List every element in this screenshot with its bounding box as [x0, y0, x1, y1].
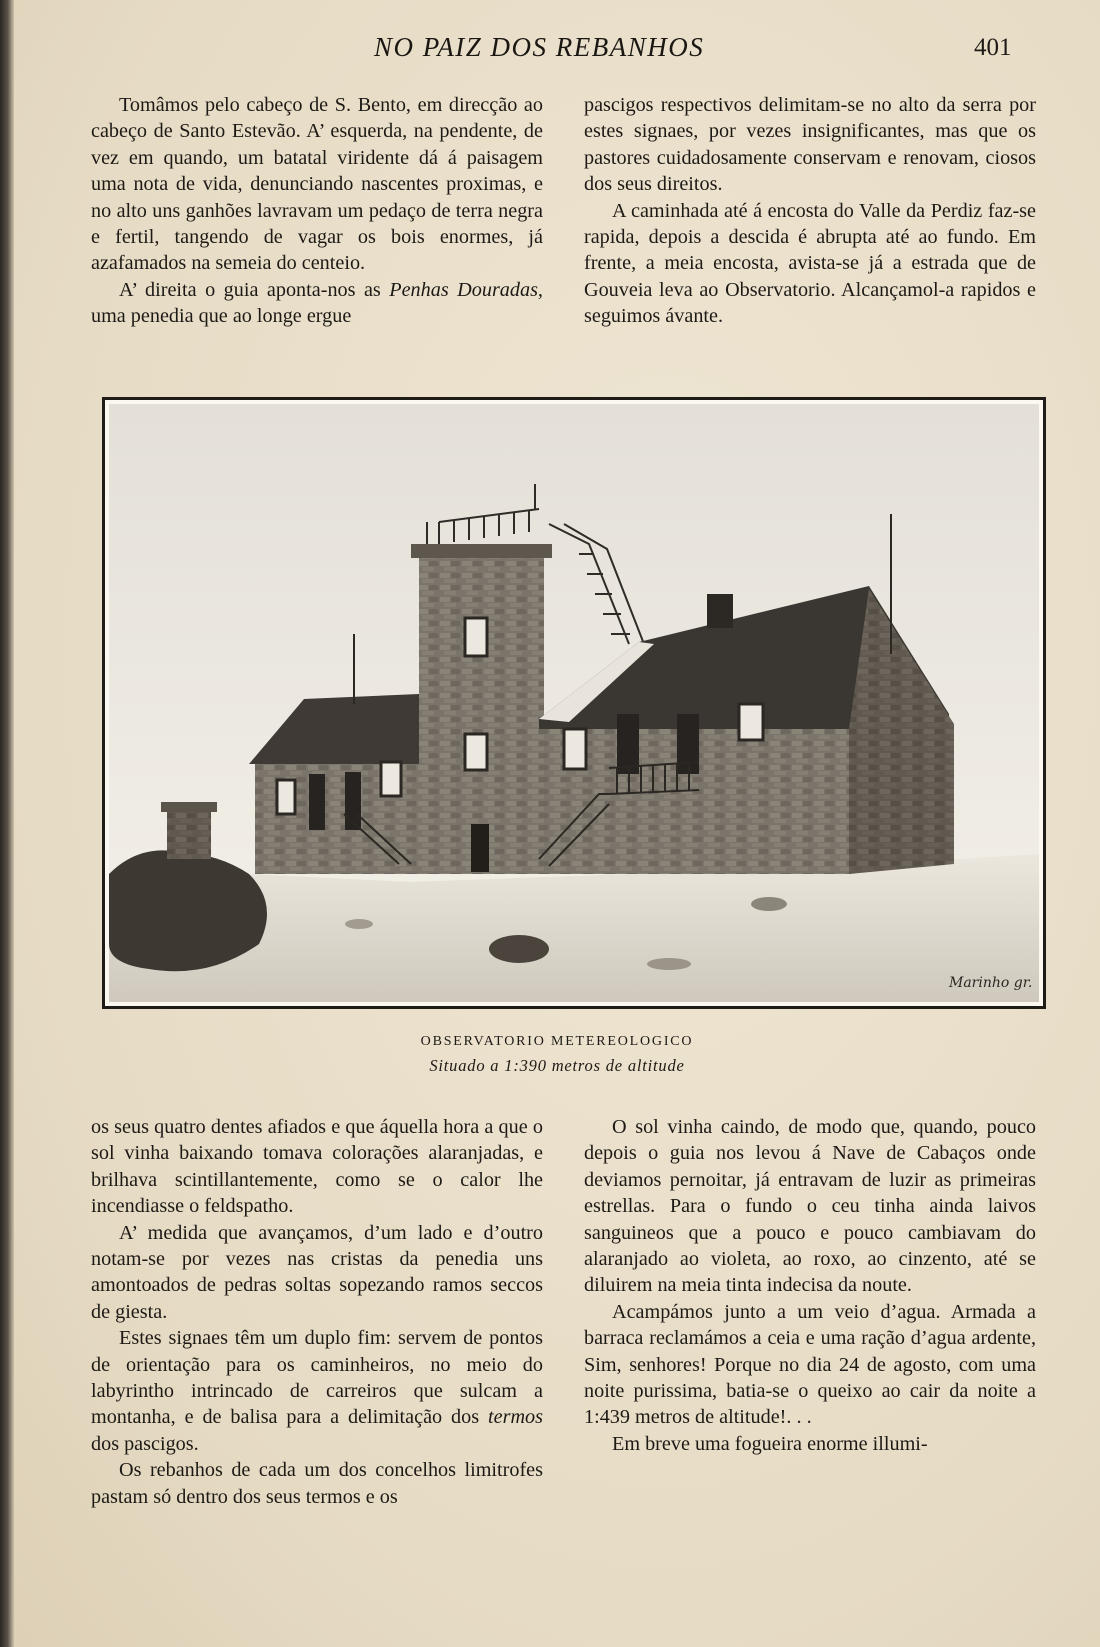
observatory-photograph-frame [102, 397, 1046, 1009]
book-binding-edge [0, 0, 14, 1647]
column-bottom-right [584, 1114, 1036, 1457]
paragraph: Os rebanhos de cada um dos concelhos limitrofes pastam só dentro dos seus termos e os [91, 1459, 543, 1508]
paragraph: A’ medida que avançamos, d’um lado e d’outro notam-se por vezes nas cristas da penedia uns amontoados de pedras soltas sopezando ramos seccos de giesta. [91, 1221, 543, 1323]
paragraph [91, 277, 543, 330]
magazine-page [14, 0, 1100, 1647]
running-title: NO PAIZ DOS REBANHOS [374, 32, 705, 62]
paragraph-continued: pascigos respectivos delimitam-se no alto da serra por estes signaes, por vezes insignificantes, mas que os pastores cuidadosamente conservam e renovam, ciosos dos seus direitos. [584, 94, 1036, 196]
text-run: uma penedia que ao longe ergue [91, 305, 352, 328]
italic-term: termos [488, 1406, 543, 1429]
observatory-photograph [109, 404, 1039, 1002]
column-top-left [91, 92, 543, 330]
page-header [14, 30, 1100, 70]
page-number: 401 [974, 34, 1012, 61]
italic-place-name: Penhas Douradas, [389, 278, 543, 301]
paragraph: Em breve uma fogueira enorme illumi- [612, 1432, 928, 1455]
caption-subtitle: Situado a 1:390 metros de altitude [429, 1056, 685, 1075]
paragraph: Tomâmos pelo cabeço de S. Bento, em direcção ao cabeço de Santo Estevão. A’ esquerda, na pendente, de vez em quando, um batatal viridente dá á paisagem uma nota de vida, denunciando nascentes proximas, e no alto uns ganhões lavravam um pedaço de terra negra e fertil, tangendo de vagar os bois enormes, já azafamados na semeia do centeio. [91, 94, 543, 275]
caption-title: OBSERVATORIO METEREOLOGICO [420, 1034, 694, 1049]
paragraph: A caminhada até á encosta do Valle da Perdiz faz-se rapida, depois a descida é abrupta até ao fundo. Em frente, a meia encosta, avista-se já a estrada que de Gouveia leva ao Observatorio. Alcançamol-a rapidos e seguimos ávante. [584, 199, 1036, 328]
text-run: A’ direita o guia aponta-nos as [119, 278, 390, 301]
paragraph [91, 1325, 543, 1457]
paragraph-continued: os seus quatro dentes afiados e que áquella hora a que o sol vinha baixando tomava colorações alaranjadas, e brilhava scintillantemente, como se o calor lhe incendiasse o feldspatho. [91, 1116, 543, 1218]
paragraph: Acampámos junto a um veio d’agua. Armada a barraca reclamámos a ceia e uma ração d’agua ardente, Sim, senhores! Porque no dia 24 de agosto, com uma noite purissima, batia-se o queixo ao cair da noite a 1:439 metros de altitude!. . . [584, 1300, 1036, 1429]
text-run: Estes signaes têm um duplo fim: servem de pontos de orientação para os caminheiros, no meio do labyrintho intrincado de carreiros que sulcam a montanha, e de balisa para a delimitação dos [91, 1327, 543, 1429]
paragraph: O sol vinha caindo, de modo que, quando, pouco depois o guia nos levou á Nave de Cabaços onde deviamos pernoitar, já entravam de luzir as primeiras estrellas. Para o fundo o ceu tinha ainda laivos sanguineos que a pouco e pouco cambiavam do alaranjado ao violeta, ao roxo, ao cinzento, até se diluirem na meia tinta indecisa da noute. [584, 1116, 1036, 1297]
engraver-signature: Marinho gr. [949, 975, 1033, 991]
text-run: dos pascigos. [91, 1432, 199, 1455]
column-bottom-left [91, 1114, 543, 1510]
column-top-right [584, 92, 1036, 330]
